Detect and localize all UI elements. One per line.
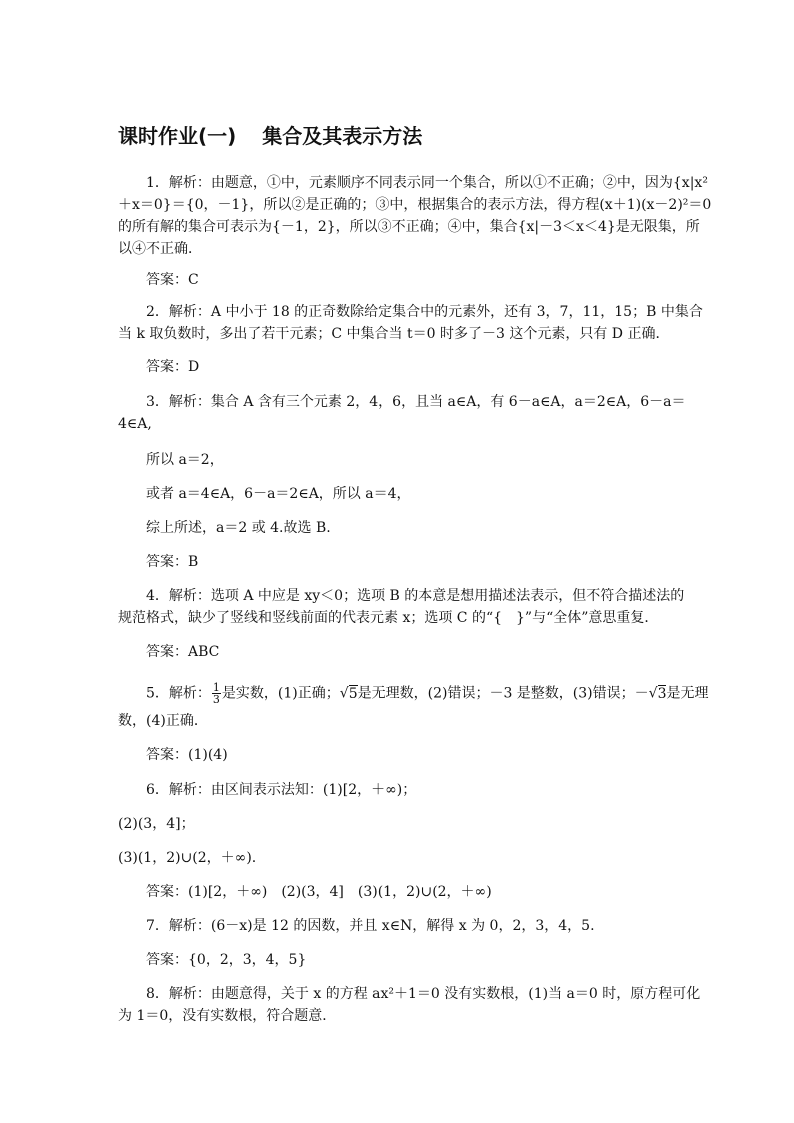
p6-line-2: (2)(3，4]； (118, 816, 195, 832)
p7-line-1: 7．解析：(6－x)是 12 的因数，并且 x∈N，解得 x 为 0，2，3，4，5. (146, 918, 595, 934)
p2-line-1: 2．解析：A 中小于 18 的正奇数除给定集合中的元素外，还有 3，7，11，15；B 中集合 (146, 304, 703, 320)
p2-line-2: 当 k 取负数时，多出了若干元素；C 中集合当 t＝0 时多了－3 这个元素，只有 D 正确． (118, 326, 670, 342)
sqrt-symbol-2: √ (648, 685, 658, 702)
p4-line-1: 4．解析：选项 A 中应是 xy＜0；选项 B 的本意是想用描述法表示，但不符合描述法的 (146, 588, 685, 604)
p5-line-2: 数，(4)正确． (118, 713, 208, 729)
p5-lead: 5．解析： (146, 685, 211, 702)
p4-answer: 答案：ABC (146, 644, 220, 660)
p3-line-2: 4∈A, (118, 416, 152, 432)
sqrt-symbol: √ (339, 685, 349, 702)
p3-answer: 答案：B (146, 554, 199, 570)
p5-text-c: 是无理 (666, 685, 709, 702)
fraction-numerator: 1 (212, 681, 220, 694)
page-title (118, 120, 422, 149)
sqrt-arg-5: 5 (348, 685, 358, 702)
p4-line-2: 规范格式，缺少了竖线和竖线前面的代表元素 x；选项 C 的“{ }”与“全体”意思重复． (118, 610, 659, 626)
p1-answer: 答案：C (146, 272, 199, 288)
p5-line-1 (146, 682, 708, 705)
p6-line-1: 6．解析：由区间表示法知：(1)[2，＋∞)； (146, 782, 417, 798)
p1-line-2: ＋x＝0}＝{0，－1}，所以②是正确的；③中，根据集合的表示方法，得方程(x＋1)(x－2)²＝0 (118, 197, 712, 213)
p5-answer: 答案：(1)(4) (146, 747, 228, 763)
p7-answer: 答案：{0，2，3，4，5} (146, 952, 307, 968)
title-main: 课时作业(一) (118, 124, 237, 148)
p3-line-5: 综上所述，a＝2 或 4.故选 B. (146, 520, 331, 536)
p6-answer: 答案：(1)[2，＋∞) (2)(3，4] (3)(1，2)∪(2，＋∞) (146, 884, 492, 900)
p3-line-4: 或者 a＝4∈A，6－a＝2∈A，所以 a＝4， (146, 486, 411, 502)
p1-line-4: 以④不正确． (118, 241, 202, 257)
p3-line-1: 3．解析：集合 A 含有三个元素 2，4，6，且当 a∈A，有 6－a∈A，a＝2∈A，6－a＝ (146, 394, 686, 410)
p5-text-a: 是实数，(1)正确； (221, 685, 340, 702)
p2-answer: 答案：D (146, 359, 200, 375)
p3-line-3: 所以 a＝2， (146, 452, 224, 468)
p1-line-3: 的所有解的集合可表示为{－1，2}，所以③不正确；④中，集合{x|－3＜x＜4}是无限集，所 (118, 219, 700, 235)
fraction-one-third (212, 682, 221, 705)
fraction-denominator: 3 (212, 693, 220, 706)
p8-line-1: 8．解析：由题意得，关于 x 的方程 ax²＋1＝0 没有实数根，(1)当 a＝0 时，原方程可化 (146, 986, 701, 1002)
p5-text-b: 是无理数，(2)错误；－3 是整数，(3)错误；－ (357, 685, 649, 702)
p1-line-1: 1．解析：由题意，①中，元素顺序不同表示同一个集合，所以①不正确；②中，因为{x|x² (146, 175, 708, 191)
p6-line-3: (3)(1，2)∪(2，＋∞). (118, 850, 257, 866)
title-sub: 集合及其表示方法 (262, 124, 423, 148)
p8-line-2: 为 1＝0，没有实数根，符合题意． (118, 1008, 337, 1024)
sqrt-arg-3: 3 (657, 685, 667, 702)
